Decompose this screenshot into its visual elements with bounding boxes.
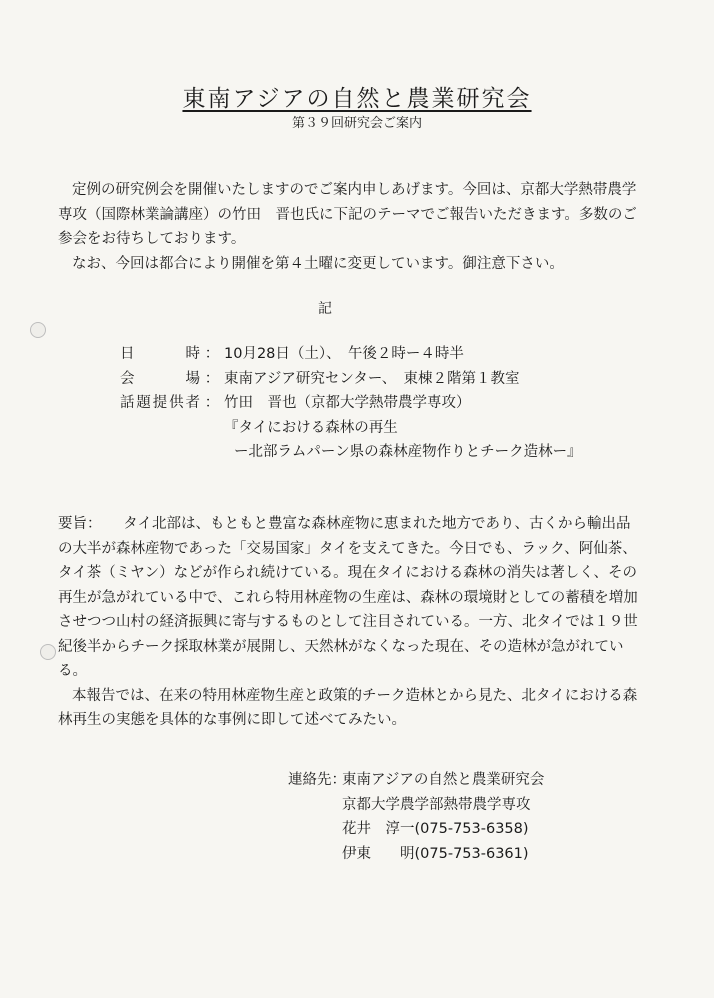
summary-section [58,512,638,733]
contact-org-row [288,768,544,793]
contact-person-1: 花井 淳一(075-753-6358) [342,821,529,837]
speaker-row [120,391,660,416]
summary-paragraph-2: 本報告では、在来の特用林産物生産と政策的チーク造林とから見た、北タイにおける森林再生の実態を具体的な事例に即して述べてみたい。 [58,687,638,728]
venue-row [120,367,660,392]
ki-heading: 記 [318,301,332,317]
venue-value: 東南アジア研究センター、 東棟２階第１教室 [224,370,520,387]
separator: ： [204,370,220,387]
summary-text-1: タイ北部は、もともと豊富な森林産物に恵まれた地方であり、古くから輸出品の大半が森林産物であった「交易国家」タイを支えてきた。今日でも、ラック、阿仙茶、タイ茶（ミヤン）などが作られ続けている。現在タイにおける森林の消失は著しく、その再生が急がれている中で、これら特用林産物の生産は、森林の環境財としての蓄積を増加させつつ山村の経済振興に寄与するものとして注目されている。一方、北タイでは１９世紀後半からチーク採取林業が展開し、天然林がなくなった現在、その造林が急がれている。 [58,516,638,679]
summary-paragraph-1 [58,512,638,684]
document-subtitle: 第３９回研究会ご案内 [291,116,422,131]
document-title: 東南アジアの自然と農業研究会 [182,86,532,112]
topic-line-1: 『タイにおける森林の再生 [224,419,398,436]
intro-paragraph: 定例の研究例会を開催いたしますのでご案内申しあげます。今回は、京都大学熱帯農学専攻（国際林業論講座）の竹田 晋也氏に下記のテーマでご報告いただきます。多数のご参会をお待ちしております。 [58,182,637,247]
contact-person-2: 伊東 明(075-753-6361) [342,845,529,862]
speaker-label: 話題提供者 [120,395,200,411]
topic-line-2: ー北部ラムパーン県の森林産物作りとチーク造林ー』 [234,444,582,460]
separator: ： [204,395,220,411]
contact-org: 東南アジアの自然と農業研究会 [342,772,545,788]
date-value: 10月28日（土）、 午後２時ー４時半 [224,346,464,362]
contact-block [288,768,544,866]
notice-paragraph: なお、今回は都合により開催を第４土曜に変更しています。御注意下さい。 [72,256,564,272]
event-details [120,342,660,465]
contact-dept: 京都大学農学部熱帯農学専攻 [342,796,531,813]
date-row [120,342,660,367]
contact-label: 連絡先： [288,772,346,788]
punch-hole-mark [40,644,56,660]
punch-hole-mark [30,322,46,338]
speaker-value: 竹田 晋也（京都大学熱帯農学専攻） [224,395,471,411]
summary-label: 要旨： [58,516,95,532]
separator: ： [204,346,220,362]
venue-label: 会 場 [120,370,200,387]
date-label: 日 時 [120,346,200,362]
